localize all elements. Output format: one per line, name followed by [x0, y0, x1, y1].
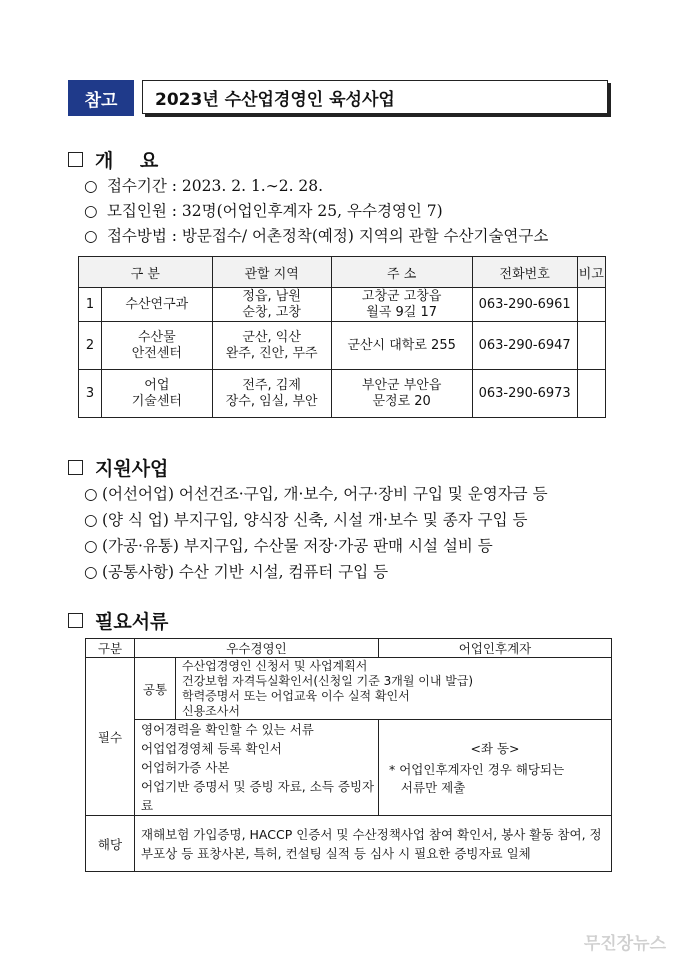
bullet-circle-icon: ○: [84, 563, 98, 581]
bullet-circle-icon: ○: [84, 511, 98, 529]
bullet-circle-icon: ○: [84, 177, 98, 195]
col-header: 비고: [577, 257, 605, 288]
support-item: ○ (어선어업) 어선건조·구입, 개·보수, 어구·장비 구입 및 운영자금 등: [84, 485, 548, 503]
table-row: [86, 816, 612, 872]
table-row: 3 어업 기술센터 전주, 김제 장수, 임실, 부안 부안군 부안읍 문정로 20 063-290-6973: [79, 370, 606, 418]
section-title: 개 요: [95, 150, 159, 172]
table-row: [86, 658, 612, 720]
overview-item: ○ 접수방법 : 방문접수/ 어촌정착(예정) 지역의 관할 수산기술연구소: [84, 227, 549, 245]
overview-item: ○ 모집인원 : 32명(어업인후계자 25, 우수경영인 7): [84, 202, 443, 220]
common-label: 공통: [135, 658, 176, 720]
same-as-left-label: <좌 동>: [470, 740, 520, 756]
bullet-circle-icon: ○: [84, 227, 98, 245]
overview-item: ○ 접수기간 : 2023. 2. 1.∼2. 28.: [84, 177, 324, 195]
col-header: 우수경영인: [135, 639, 379, 658]
support-item: ○ (양 식 업) 부지구입, 양식장 신축, 시설 개·보수 및 종자 구입 등: [84, 511, 528, 529]
successor-docs: [379, 720, 612, 816]
table-header-row: [79, 257, 606, 288]
support-item: ○ (공통사항) 수산 기반 시설, 컴퓨터 구입 등: [84, 563, 389, 581]
required-label: 필수: [86, 658, 135, 816]
document-title: 2023년 수산업경영인 육성사업: [142, 80, 608, 114]
table-row: 2 수산물 안전센터 군산, 익산 완주, 진안, 무주 군산시 대학로 255 063-290-6947: [79, 322, 606, 370]
office-table: [78, 256, 606, 418]
col-header: 어업인후계자: [379, 639, 612, 658]
col-header: 전화번호: [472, 257, 577, 288]
checkbox-square-icon: [68, 152, 83, 167]
applicable-label: 해당: [86, 816, 135, 872]
section-documents-heading: [68, 607, 168, 634]
section-overview-heading: [68, 146, 158, 173]
watermark-logo: 무진장뉴스: [583, 934, 666, 954]
col-header: 구분: [86, 639, 135, 658]
successor-note: * 어업인후계자인 경우 해당되는 서류만 제출: [389, 761, 565, 795]
section-support-heading: [68, 454, 168, 481]
col-header: 관할 지역: [212, 257, 331, 288]
excellent-docs: 영어경력을 확인할 수 있는 서류 어업업경영체 등록 확인서 어업허가증 사본 어업기반 증명서 및 증빙 자료, 소득 증빙자료: [135, 720, 379, 816]
documents-table: [85, 638, 612, 872]
document-header: [68, 80, 608, 116]
checkbox-square-icon: [68, 613, 83, 628]
col-header: 구 분: [79, 257, 213, 288]
checkbox-square-icon: [68, 460, 83, 475]
table-row: 1 수산연구과 정읍, 남원 순창, 고창 고창군 고창읍 월곡 9길 17 063-290-6961: [79, 288, 606, 322]
table-header-row: [86, 639, 612, 658]
bullet-circle-icon: ○: [84, 537, 98, 555]
section-title: 필요서류: [95, 611, 169, 633]
table-row: [86, 720, 612, 816]
support-item: ○ (가공·유통) 부지구입, 수산물 저장·가공 판매 시설 설비 등: [84, 537, 493, 555]
col-header: 주 소: [331, 257, 472, 288]
common-docs: 수산업경영인 신청서 및 사업계획서 건강보험 자격득실확인서(신청일 기준 3개월 이내 발급) 학력증명서 또는 어업교육 이수 실적 확인서 신용조사서: [176, 658, 612, 720]
bullet-circle-icon: ○: [84, 202, 98, 220]
applicable-docs: 재해보험 가입증명, HACCP 인증서 및 수산정책사업 참여 확인서, 봉사 활동 참여, 정부포상 등 표창사본, 특허, 컨설팅 실적 등 심사 시 필요한 증빙자료 일체: [135, 816, 612, 872]
bullet-circle-icon: ○: [84, 485, 98, 503]
section-title: 지원사업: [95, 458, 169, 480]
reference-badge: 참고: [68, 80, 134, 116]
